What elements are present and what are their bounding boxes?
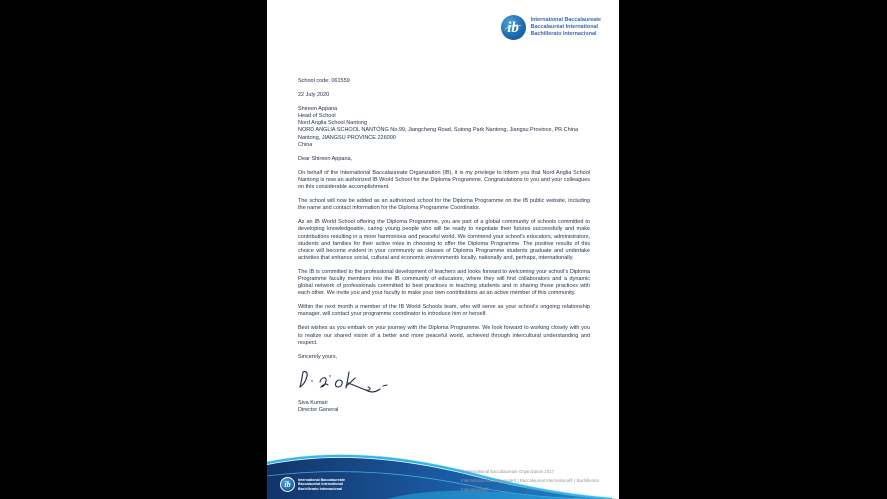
paragraph-6: Best wishes as you embark on your journey with the Diploma Programme. We look forward to working closely with you to realize our shared vision of a better and more peaceful world, achieved through intercultural understanding and respect. — [298, 325, 590, 346]
footer-ib-monogram: ib — [284, 479, 291, 489]
logo-line-es: Bachillerato Internacional — [530, 30, 597, 37]
ib-header-logo — [501, 15, 601, 40]
paragraph-4: The IB is committed to the professional development of teachers and looks forward to welcoming your school's Diploma Programme faculty members into the IB community of educators, where they will find collaborators and a dynamic global network of professionals committed to best practices in teaching students and in sharing those practices with each other. We invite you and your faculty to make your own contributions as an active member of this community. — [298, 268, 590, 297]
footer-logo-line-fr: Baccalauréat International — [298, 482, 343, 487]
ib-monogram: ib — [507, 19, 519, 36]
ib-logo-wordmark — [531, 17, 601, 37]
footer-small-print — [461, 467, 619, 494]
signer-name: Siva Kumari — [298, 399, 328, 406]
recipient-role: Head of School — [298, 113, 336, 120]
paragraph-5: Within the next month a member of the IB World Schools team, who will serve as your school's ongoing relationship manager, will contact your programme coordinator to introduce him or herself. — [298, 304, 590, 318]
salutation: Dear Shireen Appana, — [298, 155, 353, 162]
copyright-line: © International Baccalaureate Organization 2017 — [461, 469, 554, 474]
recipient-address — [298, 106, 590, 149]
letter-page — [267, 0, 619, 499]
closing: Sincerely yours, — [298, 353, 338, 360]
letter-body — [298, 78, 590, 414]
paragraph-3: As an IB World School offering the Diploma Programme, you are part of a global community of schools committed to developing knowledgeable, caring young people who will be ready to negotiate their futures successfully and make contributions resulting in a more harmonious and peaceful world. We commend your school's educators, administrators, students and families for their active roles in choosing to offer the Diploma Programme. The positive results of this choice will become evident in your community as classes of Diploma Programme students graduate and undertake activities that enhance social, cultural and economic environments locally, nationally and, perhaps, internationally. — [298, 219, 590, 261]
signer-title: Director General — [298, 406, 339, 413]
ib-logo-icon — [501, 15, 526, 40]
footer-ib-wordmark — [298, 478, 345, 492]
recipient-school: Nord Anglia School Nantong — [298, 120, 368, 127]
logo-line-en: International Baccalaureate — [530, 17, 601, 24]
recipient-name: Shireen Appana — [298, 106, 338, 113]
signature-scrawl — [298, 368, 388, 396]
signature-image — [298, 368, 590, 396]
school-code: School code: 061559 — [298, 78, 350, 84]
footer-ib-logo-icon — [280, 477, 295, 492]
trademark-line: International Baccalaureate® | Baccalauréat International® | Bachillerato Internacional® — [461, 478, 600, 492]
footer-logo-line-en: International Baccalaureate — [298, 477, 345, 482]
letter-date: 22 July 2020 — [298, 92, 330, 99]
recipient-city: Nantong, JIANGSU PROVINCE 226000 — [298, 134, 396, 141]
recipient-country: China — [298, 141, 313, 148]
paragraph-1: On behalf of the International Baccalaureate Organization (IB), it is my privilege to inform you that Nord Anglia School Nantong is now an authorized IB World School for the Diploma Programme. Congratulations to you and your colleagues on this considerable accomplishment. — [298, 169, 590, 191]
footer-logo-line-es: Bachillerato Internacional — [298, 486, 342, 491]
footer-ib-logo — [280, 477, 345, 492]
recipient-street: NORD ANGLIA SCHOOL NANTONG No.99, Jiangcheng Road, Sutong Park Nantong, Jiangsu Province, PR China — [298, 127, 579, 134]
paragraph-2: The school will now be added as an authorized school for the Diploma Programme on the IB public website, including the name and contact information for the Diploma Programme Coordinator. — [298, 198, 590, 212]
logo-line-fr: Baccalauréat International — [530, 24, 599, 31]
